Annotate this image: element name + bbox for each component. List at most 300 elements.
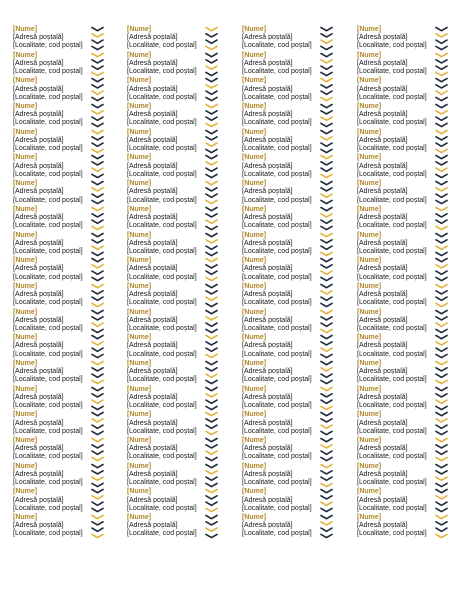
- chevron-mark: [92, 316, 103, 319]
- address-label: [13, 206, 117, 232]
- chevron-mark: [321, 156, 332, 159]
- chevron-mark: [92, 310, 103, 313]
- address-label: [357, 411, 461, 437]
- label-name: [Nume]: [13, 359, 38, 367]
- chevron-mark: [436, 98, 447, 101]
- address-label: [13, 232, 117, 258]
- label-address: [Adresă poștală]: [127, 239, 178, 247]
- chevron-mark: [206, 368, 217, 371]
- chevron-mark: [206, 239, 217, 242]
- address-label: [13, 283, 117, 309]
- label-city-postal: [Localitate, cod poștal]: [127, 247, 197, 255]
- chevron-mark: [92, 336, 103, 339]
- chevron-strip-icon: [435, 437, 448, 463]
- chevron-strip-icon: [205, 52, 218, 78]
- chevron-mark: [92, 406, 103, 409]
- chevron-mark: [206, 393, 217, 396]
- address-label: [242, 411, 346, 437]
- label-city-postal: [Localitate, cod poștal]: [242, 324, 312, 332]
- label-name: [Nume]: [13, 103, 38, 111]
- label-city-postal: [Localitate, cod poștal]: [357, 170, 427, 178]
- chevron-mark: [321, 162, 332, 165]
- address-label: [127, 463, 231, 489]
- chevron-mark: [436, 368, 447, 371]
- chevron-strip-icon: [320, 232, 333, 258]
- label-name: [Nume]: [357, 103, 382, 111]
- label-city-postal: [Localitate, cod poștal]: [357, 273, 427, 281]
- label-name: [Nume]: [13, 385, 38, 393]
- label-city-postal: [Localitate, cod poștal]: [242, 93, 312, 101]
- address-label: [13, 180, 117, 206]
- chevron-mark: [321, 98, 332, 101]
- chevron-mark: [206, 34, 217, 37]
- label-name: [Nume]: [357, 257, 382, 265]
- chevron-mark: [92, 162, 103, 165]
- chevron-mark: [92, 252, 103, 255]
- label-city-postal: [Localitate, cod poștal]: [242, 170, 312, 178]
- label-name: [Nume]: [357, 128, 382, 136]
- chevron-mark: [321, 490, 332, 493]
- label-name: [Nume]: [13, 514, 38, 522]
- label-city-postal: [Localitate, cod poștal]: [13, 273, 83, 281]
- chevron-mark: [92, 470, 103, 473]
- label-address: [Adresă poștală]: [357, 188, 408, 196]
- chevron-mark: [321, 226, 332, 229]
- label-name: [Nume]: [357, 514, 382, 522]
- chevron-mark: [206, 53, 217, 56]
- chevron-mark: [92, 246, 103, 249]
- label-address: [Adresă poștală]: [242, 188, 293, 196]
- chevron-mark: [321, 291, 332, 294]
- label-city-postal: [Localitate, cod poștal]: [242, 299, 312, 307]
- label-city-postal: [Localitate, cod poștal]: [357, 530, 427, 538]
- label-name: [Nume]: [357, 385, 382, 393]
- label-name: [Nume]: [13, 231, 38, 239]
- label-city-postal: [Localitate, cod poștal]: [357, 196, 427, 204]
- chevron-mark: [321, 483, 332, 486]
- chevron-mark: [92, 464, 103, 467]
- label-name: [Nume]: [13, 462, 38, 470]
- chevron-mark: [206, 361, 217, 364]
- label-address: [Adresă poștală]: [357, 419, 408, 427]
- chevron-mark: [92, 117, 103, 120]
- chevron-mark: [436, 323, 447, 326]
- chevron-strip-icon: [91, 154, 104, 180]
- address-label: [242, 103, 346, 129]
- chevron-strip-icon: [435, 77, 448, 103]
- chevron-mark: [92, 393, 103, 396]
- label-address: [Adresă poștală]: [242, 470, 293, 478]
- address-label: [357, 463, 461, 489]
- chevron-mark: [436, 111, 447, 114]
- label-name: [Nume]: [357, 488, 382, 496]
- chevron-mark: [206, 464, 217, 467]
- chevron-mark: [206, 91, 217, 94]
- chevron-strip-icon: [435, 309, 448, 335]
- chevron-strip-icon: [91, 283, 104, 309]
- chevron-mark: [92, 66, 103, 69]
- chevron-mark: [206, 201, 217, 204]
- label-address: [Adresă poștală]: [357, 59, 408, 67]
- label-name: [Nume]: [127, 257, 152, 265]
- label-city-postal: [Localitate, cod poștal]: [127, 530, 197, 538]
- label-name: [Nume]: [357, 26, 382, 33]
- chevron-mark: [321, 105, 332, 108]
- address-label: [13, 129, 117, 155]
- chevron-strip-icon: [91, 386, 104, 412]
- chevron-strip-icon: [205, 129, 218, 155]
- chevron-mark: [321, 91, 332, 94]
- chevron-mark: [92, 502, 103, 505]
- chevron-mark: [321, 278, 332, 281]
- chevron-mark: [436, 91, 447, 94]
- chevron-mark: [436, 419, 447, 422]
- chevron-mark: [206, 252, 217, 255]
- label-name: [Nume]: [127, 385, 152, 393]
- address-label: [357, 206, 461, 232]
- label-city-postal: [Localitate, cod poștal]: [127, 119, 197, 127]
- chevron-mark: [321, 201, 332, 204]
- address-label: [127, 232, 231, 258]
- address-label: [127, 334, 231, 360]
- chevron-mark: [436, 348, 447, 351]
- chevron-strip-icon: [91, 103, 104, 129]
- chevron-mark: [206, 169, 217, 172]
- chevron-strip-icon: [205, 334, 218, 360]
- chevron-mark: [92, 143, 103, 146]
- label-name: [Nume]: [13, 308, 38, 316]
- label-address: [Adresă poștală]: [357, 136, 408, 144]
- label-address: [Adresă poștală]: [127, 445, 178, 453]
- label-city-postal: [Localitate, cod poștal]: [357, 299, 427, 307]
- chevron-mark: [321, 28, 332, 31]
- chevron-strip-icon: [320, 52, 333, 78]
- label-name: [Nume]: [127, 128, 152, 136]
- chevron-mark: [206, 509, 217, 512]
- label-city-postal: [Localitate, cod poștal]: [357, 350, 427, 358]
- chevron-mark: [92, 105, 103, 108]
- chevron-mark: [92, 111, 103, 114]
- label-name: [Nume]: [357, 231, 382, 239]
- chevron-strip-icon: [205, 437, 218, 463]
- chevron-strip-icon: [91, 514, 104, 540]
- chevron-strip-icon: [435, 26, 448, 52]
- label-address: [Adresă poștală]: [127, 85, 178, 93]
- label-column: [357, 26, 461, 540]
- chevron-mark: [92, 303, 103, 306]
- chevron-strip-icon: [435, 334, 448, 360]
- label-name: [Nume]: [13, 77, 38, 85]
- chevron-mark: [92, 53, 103, 56]
- label-name: [Nume]: [127, 514, 152, 522]
- label-address: [Adresă poștală]: [242, 239, 293, 247]
- chevron-mark: [321, 194, 332, 197]
- chevron-strip-icon: [91, 77, 104, 103]
- chevron-mark: [436, 207, 447, 210]
- chevron-strip-icon: [320, 386, 333, 412]
- address-label: [127, 154, 231, 180]
- chevron-mark: [321, 271, 332, 274]
- chevron-strip-icon: [435, 514, 448, 540]
- chevron-mark: [92, 278, 103, 281]
- chevron-mark: [206, 400, 217, 403]
- address-label: [13, 26, 117, 52]
- label-address: [Adresă poștală]: [357, 214, 408, 222]
- chevron-strip-icon: [205, 206, 218, 232]
- address-label: [127, 309, 231, 335]
- label-address: [Adresă poștală]: [357, 34, 408, 42]
- address-label: [357, 103, 461, 129]
- chevron-mark: [436, 374, 447, 377]
- address-label: [242, 26, 346, 52]
- chevron-mark: [436, 137, 447, 140]
- address-label: [13, 52, 117, 78]
- label-address: [Adresă poștală]: [13, 522, 64, 530]
- chevron-strip-icon: [435, 488, 448, 514]
- chevron-strip-icon: [435, 129, 448, 155]
- chevron-mark: [206, 246, 217, 249]
- chevron-mark: [92, 233, 103, 236]
- label-name: [Nume]: [242, 103, 267, 111]
- label-name: [Nume]: [242, 231, 267, 239]
- chevron-mark: [206, 149, 217, 152]
- chevron-mark: [436, 393, 447, 396]
- label-city-postal: [Localitate, cod poștal]: [13, 479, 83, 487]
- label-address: [Adresă poștală]: [127, 470, 178, 478]
- chevron-mark: [206, 46, 217, 49]
- label-name: [Nume]: [13, 180, 38, 188]
- chevron-mark: [436, 40, 447, 43]
- chevron-mark: [436, 143, 447, 146]
- address-label: [127, 437, 231, 463]
- chevron-strip-icon: [320, 154, 333, 180]
- chevron-mark: [436, 380, 447, 383]
- address-label: [357, 129, 461, 155]
- label-name: [Nume]: [357, 77, 382, 85]
- chevron-mark: [206, 451, 217, 454]
- chevron-mark: [436, 522, 447, 525]
- chevron-strip-icon: [205, 360, 218, 386]
- label-address: [Adresă poștală]: [127, 291, 178, 299]
- chevron-mark: [321, 348, 332, 351]
- chevron-mark: [92, 265, 103, 268]
- label-city-postal: [Localitate, cod poștal]: [13, 93, 83, 101]
- label-city-postal: [Localitate, cod poștal]: [127, 93, 197, 101]
- chevron-mark: [321, 40, 332, 43]
- chevron-mark: [206, 111, 217, 114]
- chevron-strip-icon: [435, 386, 448, 412]
- address-label: [357, 232, 461, 258]
- label-name: [Nume]: [357, 437, 382, 444]
- label-name: [Nume]: [242, 334, 267, 342]
- address-label: [13, 437, 117, 463]
- chevron-mark: [321, 46, 332, 49]
- chevron-mark: [436, 406, 447, 409]
- label-name: [Nume]: [127, 77, 152, 85]
- chevron-mark: [206, 233, 217, 236]
- label-name: [Nume]: [127, 437, 152, 444]
- label-name: [Nume]: [242, 154, 267, 162]
- chevron-mark: [321, 297, 332, 300]
- chevron-strip-icon: [205, 103, 218, 129]
- address-label: [13, 257, 117, 283]
- label-name: [Nume]: [242, 359, 267, 367]
- chevron-mark: [92, 496, 103, 499]
- chevron-mark: [92, 329, 103, 332]
- chevron-mark: [92, 226, 103, 229]
- chevron-strip-icon: [435, 463, 448, 489]
- chevron-mark: [321, 528, 332, 531]
- chevron-mark: [206, 496, 217, 499]
- label-name: [Nume]: [127, 205, 152, 213]
- label-name: [Nume]: [357, 308, 382, 316]
- chevron-mark: [92, 400, 103, 403]
- label-city-postal: [Localitate, cod poștal]: [127, 453, 197, 461]
- address-label: [127, 26, 231, 52]
- address-label: [357, 77, 461, 103]
- label-city-postal: [Localitate, cod poștal]: [13, 247, 83, 255]
- address-label: [13, 463, 117, 489]
- chevron-mark: [321, 220, 332, 223]
- label-name: [Nume]: [127, 488, 152, 496]
- chevron-mark: [92, 34, 103, 37]
- chevron-mark: [436, 316, 447, 319]
- chevron-mark: [92, 528, 103, 531]
- chevron-mark: [321, 393, 332, 396]
- label-name: [Nume]: [242, 282, 267, 290]
- label-address: [Adresă poștală]: [357, 265, 408, 273]
- label-address: [Adresă poștală]: [242, 522, 293, 530]
- chevron-mark: [436, 534, 447, 537]
- address-label: [357, 514, 461, 540]
- chevron-mark: [92, 361, 103, 364]
- chevron-mark: [206, 72, 217, 75]
- label-address: [Adresă poștală]: [127, 316, 178, 324]
- chevron-strip-icon: [91, 232, 104, 258]
- chevron-mark: [321, 130, 332, 133]
- label-name: [Nume]: [357, 180, 382, 188]
- chevron-strip-icon: [91, 129, 104, 155]
- chevron-mark: [321, 143, 332, 146]
- chevron-mark: [321, 374, 332, 377]
- label-name: [Nume]: [127, 26, 152, 33]
- chevron-mark: [436, 117, 447, 120]
- label-address: [Adresă poștală]: [242, 445, 293, 453]
- label-name: [Nume]: [242, 437, 267, 444]
- address-label: [357, 488, 461, 514]
- chevron-strip-icon: [320, 437, 333, 463]
- chevron-mark: [92, 432, 103, 435]
- label-column: [242, 26, 346, 540]
- chevron-mark: [92, 175, 103, 178]
- chevron-mark: [92, 239, 103, 242]
- chevron-mark: [436, 156, 447, 159]
- label-address: [Adresă poștală]: [357, 239, 408, 247]
- chevron-strip-icon: [91, 52, 104, 78]
- label-city-postal: [Localitate, cod poștal]: [13, 350, 83, 358]
- chevron-mark: [206, 220, 217, 223]
- chevron-mark: [436, 34, 447, 37]
- chevron-mark: [436, 432, 447, 435]
- chevron-mark: [206, 380, 217, 383]
- chevron-mark: [92, 28, 103, 31]
- chevron-mark: [321, 117, 332, 120]
- label-city-postal: [Localitate, cod poștal]: [357, 222, 427, 230]
- chevron-mark: [206, 143, 217, 146]
- label-city-postal: [Localitate, cod poștal]: [242, 119, 312, 127]
- chevron-strip-icon: [91, 180, 104, 206]
- chevron-mark: [92, 46, 103, 49]
- label-name: [Nume]: [127, 462, 152, 470]
- chevron-mark: [436, 194, 447, 197]
- chevron-mark: [206, 291, 217, 294]
- chevron-mark: [436, 387, 447, 390]
- chevron-mark: [321, 316, 332, 319]
- chevron-mark: [92, 123, 103, 126]
- chevron-mark: [436, 226, 447, 229]
- chevron-mark: [436, 502, 447, 505]
- label-address: [Adresă poștală]: [13, 445, 64, 453]
- label-name: [Nume]: [357, 282, 382, 290]
- address-label: [13, 411, 117, 437]
- chevron-mark: [92, 291, 103, 294]
- label-city-postal: [Localitate, cod poștal]: [13, 376, 83, 384]
- chevron-mark: [206, 483, 217, 486]
- chevron-mark: [436, 66, 447, 69]
- chevron-mark: [206, 310, 217, 313]
- chevron-strip-icon: [91, 488, 104, 514]
- chevron-mark: [321, 149, 332, 152]
- label-column: [127, 26, 231, 540]
- chevron-mark: [436, 278, 447, 281]
- chevron-strip-icon: [320, 283, 333, 309]
- label-name: [Nume]: [127, 231, 152, 239]
- chevron-mark: [206, 182, 217, 185]
- label-address: [Adresă poștală]: [127, 342, 178, 350]
- chevron-mark: [92, 201, 103, 204]
- chevron-mark: [321, 439, 332, 442]
- chevron-mark: [321, 502, 332, 505]
- chevron-mark: [436, 220, 447, 223]
- chevron-mark: [206, 348, 217, 351]
- chevron-mark: [321, 252, 332, 255]
- chevron-mark: [436, 130, 447, 133]
- chevron-mark: [321, 85, 332, 88]
- chevron-mark: [436, 105, 447, 108]
- chevron-mark: [321, 303, 332, 306]
- chevron-mark: [92, 522, 103, 525]
- label-city-postal: [Localitate, cod poștal]: [357, 93, 427, 101]
- chevron-mark: [206, 329, 217, 332]
- label-name: [Nume]: [357, 154, 382, 162]
- chevron-mark: [92, 91, 103, 94]
- label-name: [Nume]: [357, 411, 382, 419]
- chevron-mark: [92, 368, 103, 371]
- address-label: [357, 437, 461, 463]
- label-city-postal: [Localitate, cod poștal]: [13, 42, 83, 50]
- chevron-mark: [436, 470, 447, 473]
- label-city-postal: [Localitate, cod poștal]: [242, 273, 312, 281]
- label-city-postal: [Localitate, cod poștal]: [13, 119, 83, 127]
- label-address: [Adresă poștală]: [13, 496, 64, 504]
- chevron-mark: [321, 477, 332, 480]
- chevron-mark: [206, 85, 217, 88]
- address-label: [13, 77, 117, 103]
- label-name: [Nume]: [13, 128, 38, 136]
- chevron-mark: [206, 79, 217, 82]
- chevron-mark: [321, 419, 332, 422]
- address-label: [242, 514, 346, 540]
